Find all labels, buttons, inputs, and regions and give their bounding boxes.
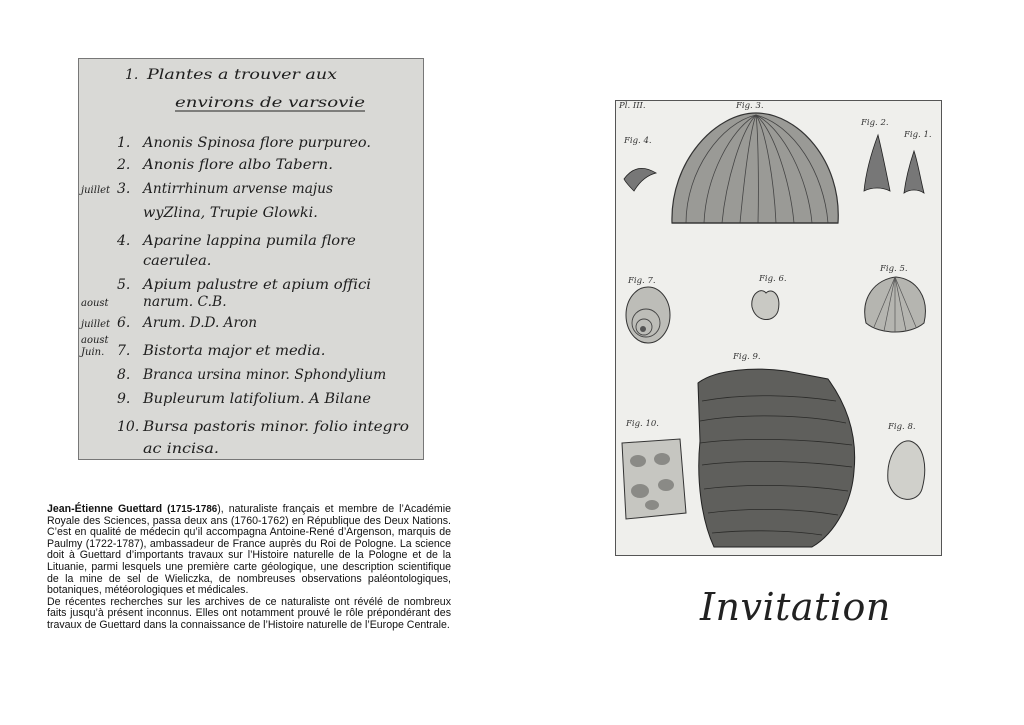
author-dates: (1715-1786 bbox=[167, 504, 218, 515]
author-name: Jean-Étienne Guettard bbox=[47, 503, 163, 515]
manuscript-line-number: 1. bbox=[117, 135, 131, 151]
manuscript-line-text: Plantes a trouver aux bbox=[145, 67, 338, 83]
biography-text bbox=[47, 504, 451, 632]
fig6-label: Fig. 6. bbox=[759, 274, 787, 284]
manuscript-margin-note: Juin. bbox=[81, 347, 105, 358]
manuscript-line-text: ac incisa. bbox=[143, 441, 219, 457]
fig2-label: Fig. 2. bbox=[861, 118, 889, 128]
bio-paragraph-2: De récentes recherches sur les archives de ce naturaliste ont révélé de nombreux faits jusqu’à présent inconnus. Elles ont notamment prouvé le rôle prépondérant des travaux de Guettard dans la connaissance de l’Histoire naturelle de l’Europe Centrale. bbox=[47, 595, 451, 631]
fig1-label: Fig. 1. bbox=[904, 130, 932, 140]
fig4-label: Fig. 4. bbox=[624, 136, 652, 146]
fig9-label: Fig. 9. bbox=[733, 352, 761, 362]
manuscript-line-text: Antirrhinum arvense majus bbox=[141, 181, 333, 197]
fig6-shell bbox=[752, 291, 779, 320]
fig9-rock bbox=[698, 369, 855, 547]
fig5-label: Fig. 5. bbox=[880, 264, 908, 274]
invitation-title: Invitation bbox=[700, 585, 891, 629]
manuscript-line-number: 7. bbox=[117, 343, 131, 359]
manuscript-line-text: Branca ursina minor. Sphondylium bbox=[142, 367, 387, 383]
bio-paragraph-1-text: ), naturaliste français et membre de l’Académie Royale des Sciences, passa deux ans (1760-1762) en République des Deux Nations. C’est en qualité de médecin qu’il accompagna Antoine-René d’Argenson, marquis de Paulmy (1722-1787), ambassadeur de France auprès du Roi de Pologne. La science doit à Guettard d’importants travaux sur l’Histoire naturelle de la Pologne et de la Lituanie, parmi lesquels une première carte géologique, une description scientifique de la mine de sel de Wieliczka, de nombreuses observations paléontologiques, botaniques, météorologiques et médicales. bbox=[47, 503, 451, 597]
manuscript-margin-note: aoust bbox=[81, 298, 109, 309]
manuscript-line-text: Bursa pastoris minor. folio integro bbox=[141, 419, 409, 435]
fig7-ammonite bbox=[626, 287, 670, 343]
manuscript-line-text: wyZlina, Trupie Glowki. bbox=[143, 205, 318, 221]
fig3-label: Fig. 3. bbox=[736, 101, 764, 111]
fig7-label: Fig. 7. bbox=[628, 276, 656, 286]
manuscript-line-text: Anonis flore albo Tabern. bbox=[140, 157, 333, 173]
manuscript-line-number: 8. bbox=[117, 367, 131, 383]
fig10-label: Fig. 10. bbox=[626, 419, 659, 429]
manuscript-line-number: 5. bbox=[117, 277, 131, 293]
manuscript-line-text: caerulea. bbox=[143, 253, 212, 269]
manuscript-margin-note: juillet bbox=[81, 185, 111, 196]
manuscript-line-text: Arum. D.D. Aron bbox=[141, 315, 257, 331]
manuscript-line-number: 10. bbox=[117, 419, 140, 435]
manuscript-margin-note: aoust bbox=[81, 335, 109, 346]
manuscript-line-number: 6. bbox=[117, 315, 131, 331]
manuscript-line-number: 2. bbox=[117, 157, 131, 173]
manuscript-line-text: Anonis Spinosa flore purpureo. bbox=[140, 135, 371, 151]
manuscript-svg bbox=[79, 59, 423, 459]
manuscript-line-text: Bupleurum latifolium. A Bilane bbox=[141, 391, 371, 407]
manuscript-line-text: Apium palustre et apium offici bbox=[140, 277, 371, 293]
bio-paragraph-1 bbox=[47, 504, 451, 597]
manuscript-line-number: 1. bbox=[125, 67, 139, 83]
manuscript-line-number: 9. bbox=[117, 391, 131, 407]
fig8-label: Fig. 8. bbox=[888, 422, 916, 432]
manuscript-line-text: environs de varsovie bbox=[175, 95, 365, 111]
fig10-slab bbox=[622, 439, 686, 519]
plate-svg bbox=[616, 101, 941, 555]
manuscript-margin-note: juillet bbox=[81, 319, 111, 330]
manuscript-line-number: 3. bbox=[117, 181, 131, 197]
manuscript-line-text: Aparine lappina pumila flore bbox=[140, 233, 356, 249]
fossil-plate-image bbox=[615, 100, 942, 556]
manuscript-image bbox=[78, 58, 424, 460]
manuscript-line-text: Bistorta major et media. bbox=[141, 343, 326, 359]
plate-number-label: Pl. III. bbox=[619, 101, 646, 111]
manuscript-line-number: 4. bbox=[117, 233, 131, 249]
manuscript-line-text: narum. C.B. bbox=[143, 294, 227, 310]
